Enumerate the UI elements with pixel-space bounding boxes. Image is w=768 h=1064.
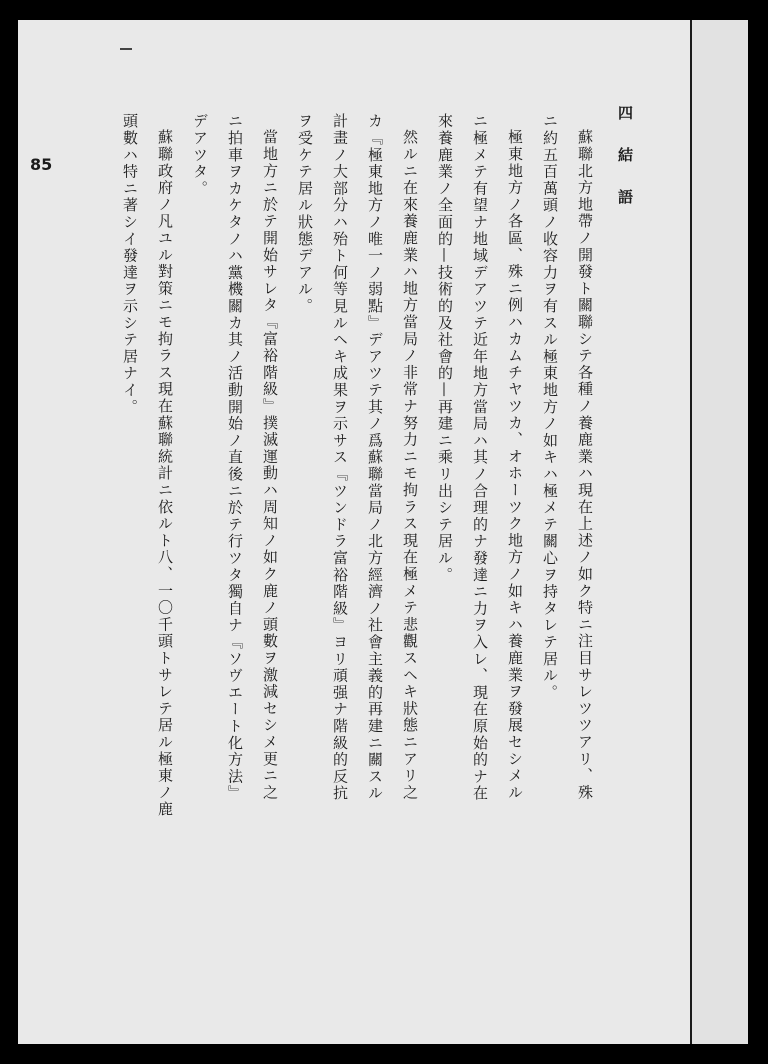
- text-column: 計畫ノ大部分ハ殆ト何等見ルヘキ成果ヲ示サス『ツンドラ富裕階級』ヨリ頑强ナ階級的反抗: [331, 113, 349, 802]
- page-number: 85: [30, 155, 53, 174]
- facing-page-edge: [692, 20, 748, 1044]
- text-column: ニ極メテ有望ナ地域デアツテ近年地方當局ハ其ノ合理的ナ發達ニ力ヲ入レ、現在原始的ナ在: [471, 113, 489, 802]
- text-column: 當地方ニ於テ開始サレタ『富裕階級』撲滅運動ハ周知ノ如ク鹿ノ頭數ヲ激減セシメ更ニ之: [261, 129, 279, 801]
- text-column: 來養鹿業ノ全面的—技術的及社會的—再建ニ乘リ出シテ居ル。: [436, 113, 454, 584]
- text-column: カ『極東地方ノ唯一ノ弱點』デアツテ其ノ爲蘇聯當局ノ北方經濟ノ社會主義的再建ニ關スル: [366, 113, 384, 802]
- text-column: 極東地方ノ各區、殊ニ例ハカムチヤツカ、オホーツク地方ノ如キハ養鹿業ヲ發展セシメル: [506, 129, 524, 801]
- text-column: 蘇聯北方地帶ノ開發ト關聯シテ各種ノ養鹿業ハ現在上述ノ如ク特ニ注目サレツツアリ、殊: [576, 129, 594, 801]
- text-column: ニ拍車ヲカケタノハ黨機關カ其ノ活動開始ノ直後ニ於テ行ツタ獨自ナ『ソヴエート化方法』: [226, 113, 244, 802]
- text-column: デアツタ。: [191, 113, 209, 197]
- text-column: ヲ受ケテ居ル狀態デアル。: [296, 113, 314, 315]
- text-column: ニ約五百萬頭ノ收容力ヲ有スル極東地方ノ如キハ極メテ關心ヲ持タレテ居ル。: [541, 113, 559, 701]
- text-column: 然ルニ在來養鹿業ハ地方當局ノ非常ナ努力ニモ拘ラス現在極メテ悲觀スヘキ狀態ニアリ之: [401, 129, 419, 801]
- margin-mark: [120, 48, 132, 50]
- text-column: 頭數ハ特ニ著シイ發達ヲ示シテ居ナイ。: [121, 113, 139, 416]
- body-text: [70, 105, 670, 1005]
- text-column: 蘇聯政府ノ凡ユル對策ニモ拘ラス現在蘇聯統計ニ依ルト八、一〇千頭トサレテ居ル極東ノ鹿: [156, 129, 174, 818]
- section-heading: 四 結 語: [616, 105, 634, 210]
